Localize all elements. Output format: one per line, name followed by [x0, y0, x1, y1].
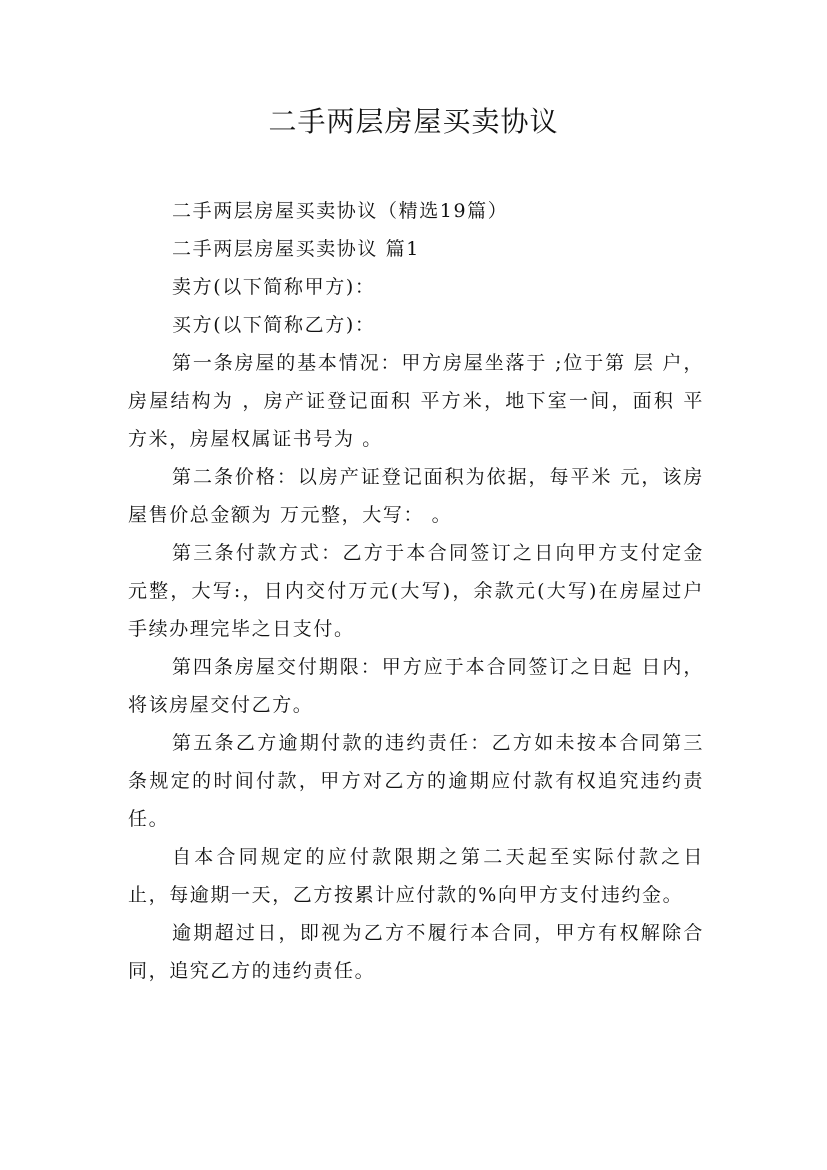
paragraph-section-heading: 二手两层房屋买卖协议 篇1 [172, 238, 420, 260]
paragraph-article-1: 第一条房屋的基本情况：甲方房屋坐落于 ;位于第 层 户，房屋结构为 ，房产证登记面积 平方米，地下室一间，面积 平方米，房屋权属证书号为 。 [128, 352, 704, 450]
paragraph-seller: 卖方(以下简称甲方)： [172, 276, 376, 298]
paragraph-penalty: 自本合同规定的应付款限期之第二天起至实际付款之日止，每逾期一天，乙方按累计应付款的%向甲方支付违约金。 [128, 846, 704, 906]
paragraph-article-2: 第二条价格：以房产证登记面积为依据，每平米 元，该房屋售价总金额为 万元整，大写： 。 [128, 466, 704, 526]
paragraph-article-5: 第五条乙方逾期付款的违约责任：乙方如未按本合同第三条规定的时间付款，甲方对乙方的逾期应付款有权追究违约责任。 [128, 732, 704, 830]
document-title: 二手两层房屋买卖协议 [268, 105, 559, 138]
paragraph-buyer: 买方(以下简称乙方)： [172, 314, 376, 336]
paragraph-article-4: 第四条房屋交付期限：甲方应于本合同签订之日起 日内，将该房屋交付乙方。 [128, 656, 704, 716]
paragraph-subtitle: 二手两层房屋买卖协议（精选19篇） [172, 200, 509, 222]
paragraph-article-3: 第三条付款方式：乙方于本合同签订之日向甲方支付定金元整，大写:，日内交付万元(大写)，余款元(大写)在房屋过户手续办理完毕之日支付。 [128, 542, 704, 640]
document-body [128, 192, 704, 990]
paragraph-termination: 逾期超过日，即视为乙方不履行本合同，甲方有权解除合同，追究乙方的违约责任。 [128, 922, 704, 982]
